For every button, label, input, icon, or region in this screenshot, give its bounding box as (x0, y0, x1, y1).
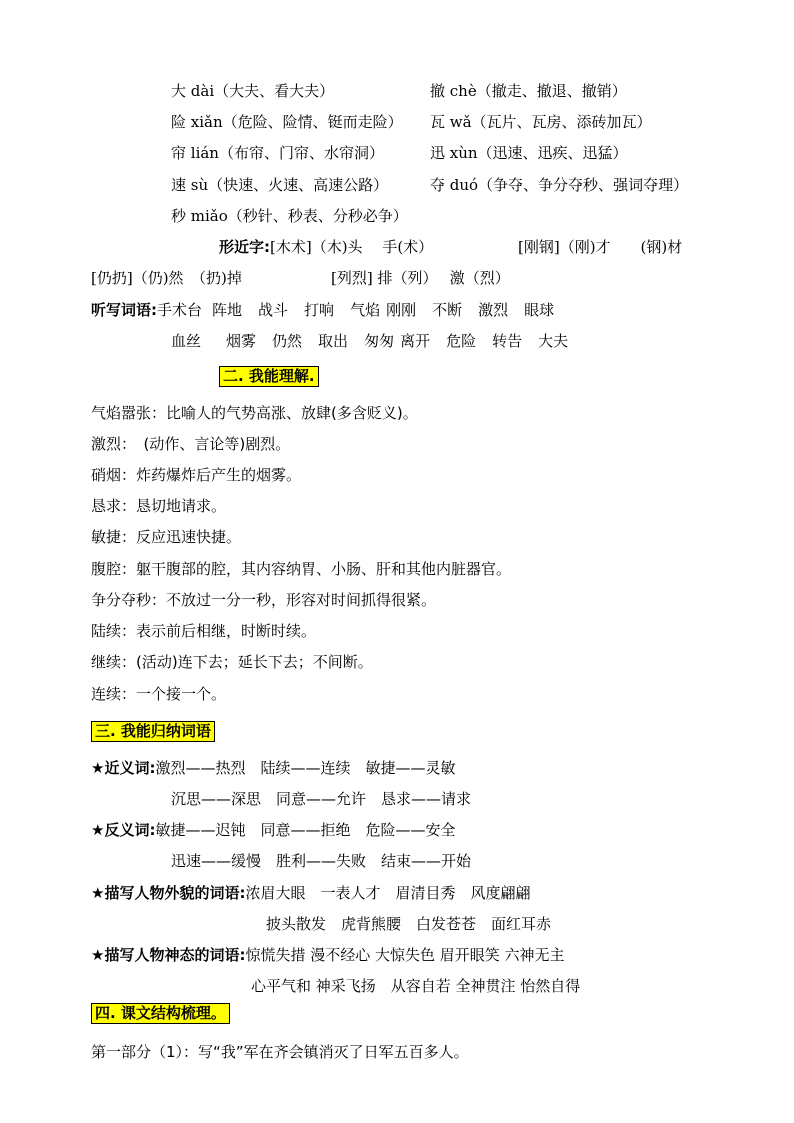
antonym-label: ★反义词: (91, 821, 156, 839)
xingjin-label: 形近字: (219, 238, 270, 256)
section-4-heading: 四. 课文结构梳理。 (91, 1003, 230, 1024)
pinyin-entry-duo: 夺 duó（争夺、争分夺秒、强词夺理） (430, 176, 689, 194)
section-3-heading: 三. 我能归纳词语 (91, 721, 215, 742)
pinyin-entry-da: 大 dài（大夫、看大夫） (171, 82, 335, 100)
definition-kenqiu: 恳求：恳切地请求。 (91, 497, 227, 515)
pinyin-entry-wa: 瓦 wǎ（瓦片、瓦房、添砖加瓦） (430, 113, 652, 131)
section-2-heading-wrap (219, 366, 319, 387)
expression-words: 惊慌失措 漫不经心 大惊失色 眉开眼笑 六神无主 (245, 946, 565, 964)
pinyin-entry-che: 撤 chè（撤走、撤退、撤销） (430, 82, 627, 100)
tingxie-word: 匆匆 (364, 332, 395, 350)
appearance-label: ★描写人物外貌的词语: (91, 884, 246, 902)
appearance-words: 浓眉大眼 一表人才 眉清目秀 风度翩翩 (245, 884, 531, 902)
pinyin-entry-miao: 秒 miǎo（秒针、秒表、分秒必争） (171, 207, 408, 225)
tingxie-row-2 (171, 331, 568, 351)
tingxie-word: 激烈 (478, 301, 509, 319)
pinyin-entry-xun: 迅 xùn（迅速、迅疾、迅猛） (430, 144, 628, 162)
tingxie-word: 离开 (400, 332, 431, 350)
definition-jixu: 继续：(活动)连下去；延长下去；不间断。 (91, 653, 373, 671)
tingxie-word: 取出 (318, 332, 349, 350)
definition-qiyan: 气焰嚣张：比喻人的气势高涨、放肆(多含贬义)。 (91, 404, 418, 422)
appearance-row-1 (91, 883, 530, 903)
tingxie-label: 听写词语: (91, 301, 157, 319)
expression-row-1 (91, 945, 565, 965)
pinyin-entry-xian: 险 xiǎn（危险、险情、铤而走险） (171, 113, 403, 131)
synonym-row-1 (91, 758, 455, 778)
xingjin-pair-lie: [列烈] 排（列） 激（烈） (331, 269, 510, 287)
tingxie-word: 危险 (446, 332, 477, 350)
synonym-label: ★近义词: (91, 759, 156, 777)
antonym-row-2: 迅速——缓慢 胜利——失败 结束——开始 (171, 852, 472, 870)
definition-lianxu: 连续：一个接一个。 (91, 685, 227, 703)
tingxie-word: 气焰 (350, 301, 381, 319)
tingxie-word: 战斗 (258, 301, 289, 319)
pinyin-entry-su: 速 sù（快速、火速、高速公路） (171, 176, 389, 194)
tingxie-word: 仍然 (272, 332, 303, 350)
section-3-heading-wrap (91, 721, 215, 742)
definition-xiaoyan: 硝烟：炸药爆炸后产生的烟雾。 (91, 466, 302, 484)
definition-jilie: 激烈： (动作、言论等)剧烈。 (91, 435, 291, 453)
tingxie-word: 大夫 (538, 332, 569, 350)
tingxie-word: 阵地 (212, 301, 243, 319)
definition-fuqiang: 腹腔：躯干腹部的腔，其内容纳胃、小肠、肝和其他内脏器官。 (91, 560, 512, 578)
xingjin-pair-mu-shu: [木术]（木)头 手(术） (270, 238, 434, 256)
tingxie-word: 打响 (304, 301, 335, 319)
tingxie-word: 不断 (432, 301, 463, 319)
synonym-row-2: 沉思——深思 同意——允许 恳求——请求 (171, 790, 472, 808)
synonym-words: 激烈——热烈 陆续——连续 敏捷——灵敏 (155, 759, 456, 777)
appearance-row-2: 披头散发 虎背熊腰 白发苍苍 面红耳赤 (266, 915, 552, 933)
definition-minjie: 敏捷：反应迅速快捷。 (91, 528, 242, 546)
tingxie-word: 转告 (492, 332, 523, 350)
tingxie-word: 眼球 (524, 301, 555, 319)
antonym-row-1 (91, 820, 455, 840)
tingxie-word: 手术台 (157, 301, 203, 319)
tingxie-row-1 (91, 300, 554, 320)
xingjin-pair-reng: [仍扔]（仍)然 （扔)掉 (91, 269, 242, 287)
definition-luxu: 陆续：表示前后相继，时断时续。 (91, 622, 317, 640)
structure-part-1: 第一部分（1）：写“我”军在齐会镇消灭了日军五百多人。 (91, 1043, 469, 1061)
xingjin-line-1 (219, 237, 433, 257)
xingjin-pair-gang: [刚钢]（刚)才 (钢)材 (518, 238, 683, 256)
antonym-words: 敏捷——迟钝 同意——拒绝 危险——安全 (155, 821, 456, 839)
section-4-heading-wrap (91, 1003, 230, 1024)
expression-label: ★描写人物神态的词语: (91, 946, 246, 964)
tingxie-word: 烟雾 (226, 332, 257, 350)
tingxie-word: 血丝 (171, 332, 202, 350)
definition-zhengfen: 争分夺秒：不放过一分一秒，形容对时间抓得很紧。 (91, 591, 437, 609)
pinyin-entry-lian: 帘 lián（布帘、门帘、水帘洞） (171, 144, 384, 162)
tingxie-word: 刚刚 (386, 301, 417, 319)
expression-row-2: 心平气和 神采飞扬 从容自若 全神贯注 怡然自得 (251, 977, 581, 995)
section-2-heading: 二. 我能理解. (219, 366, 319, 387)
